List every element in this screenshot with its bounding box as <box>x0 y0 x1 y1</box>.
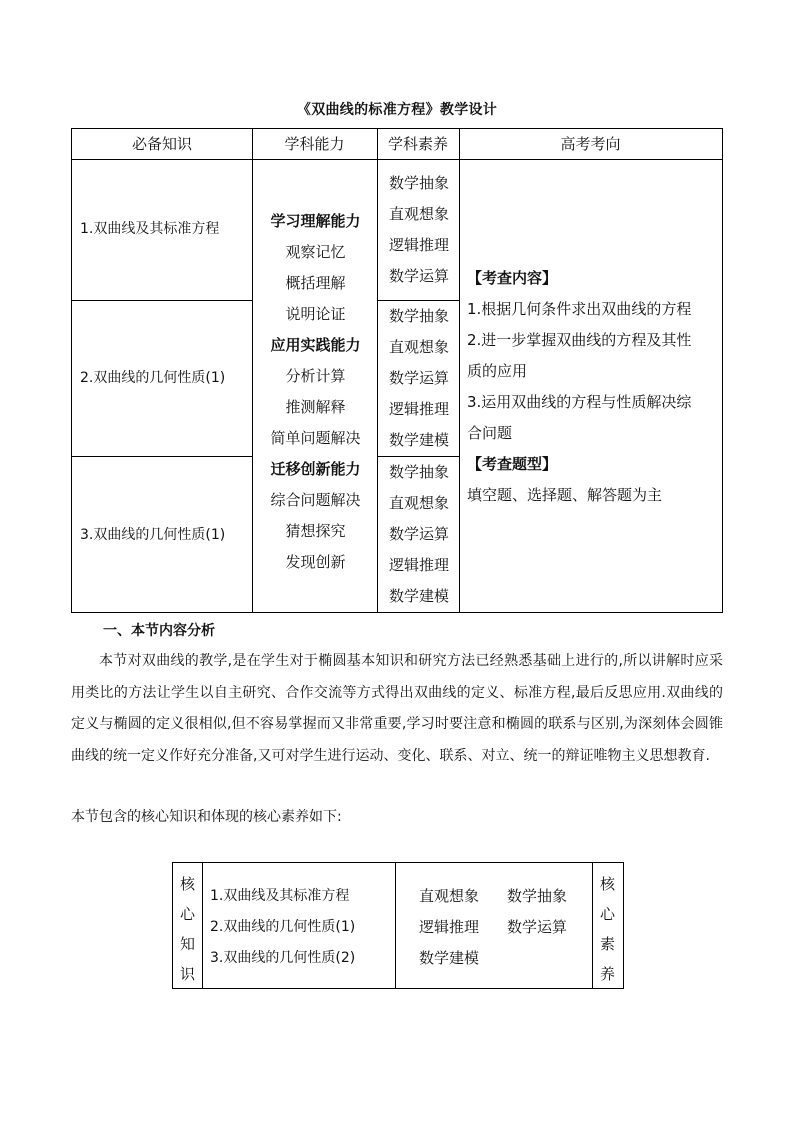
exam-direction <box>467 263 719 511</box>
exam-line: 合问题 <box>467 424 513 442</box>
exam-heading: 【考查内容】 <box>467 269 558 287</box>
literacy-group <box>378 168 460 292</box>
exam-line: 质的应用 <box>467 362 528 380</box>
core-literacy-item: 数学运算 <box>507 918 568 936</box>
literacy-item: 逻辑推理 <box>388 236 449 254</box>
ability-item: 分析计算 <box>285 367 346 385</box>
table-divider <box>72 300 252 301</box>
ability-item: 发现创新 <box>285 553 346 571</box>
section-title: 一、本节内容分析 <box>103 623 215 639</box>
ability-heading: 学习理解能力 <box>270 212 361 230</box>
ability-item: 猜想探究 <box>285 522 346 540</box>
exam-line: 3.运用双曲线的方程与性质解决综 <box>467 393 692 411</box>
header-exam: 高考考向 <box>560 135 621 153</box>
design-table <box>71 128 723 613</box>
knowledge-item: 1.双曲线及其标准方程 <box>80 221 220 237</box>
core-knowledge-label: 核 心 知 识 <box>179 875 195 983</box>
literacy-item: 直观想象 <box>388 494 449 512</box>
exam-heading: 【考查题型】 <box>467 455 558 473</box>
literacy-item: 数学抽象 <box>388 463 449 481</box>
literacy-item: 数学建模 <box>388 587 449 605</box>
header-knowledge: 必备知识 <box>131 135 192 153</box>
ability-heading: 应用实践能力 <box>270 336 361 354</box>
ability-item: 推测解释 <box>285 398 346 416</box>
exam-line: 填空题、选择题、解答题为主 <box>467 486 663 504</box>
knowledge-item: 3.双曲线的几何性质(1) <box>80 527 226 543</box>
core-literacy-item: 逻辑推理 <box>419 918 480 936</box>
literacy-item: 逻辑推理 <box>388 400 449 418</box>
core-knowledge-item: 3.双曲线的几何性质(2) <box>210 950 356 966</box>
ability-item: 概括理解 <box>285 274 346 292</box>
core-literacy-list <box>419 881 595 974</box>
literacy-item: 数学运算 <box>388 369 449 387</box>
core-literacy-item: 直观想象 <box>419 887 480 905</box>
literacy-group <box>378 301 460 456</box>
core-literacy-label: 核 心 素 养 <box>599 875 615 983</box>
core-knowledge-list <box>210 881 355 974</box>
ability-item: 简单问题解决 <box>270 429 361 447</box>
literacy-group <box>378 457 460 612</box>
core-table <box>172 862 624 989</box>
ability-item: 观察记忆 <box>285 243 346 261</box>
lead-sentence: 本节包含的核心知识和体现的核心素养如下: <box>71 809 342 825</box>
header-ability: 学科能力 <box>284 135 345 153</box>
analysis-paragraph: 本节对双曲线的教学,是在学生对于椭圆基本知识和研究方法已经熟悉基础上进行的,所以讲解时应采用类比的方法让学生以自主研究、合作交流等方式得出双曲线的定义、标准方程,最后反思应用.双曲线的定义与椭圆的定义很相似,但不容易掌握而又非常重要,学习时要注意和椭圆的联系与区别,为深刻体会圆锥曲线的统一定义作好充分准备,又可对学生进行运动、变化、联系、对立、统一的辩证唯物主义思想教育. <box>71 653 723 764</box>
document-title: 《双曲线的标准方程》教学设计 <box>296 102 498 118</box>
core-knowledge-item: 1.双曲线及其标准方程 <box>210 888 350 904</box>
table-divider <box>395 863 396 988</box>
literacy-item: 直观想象 <box>388 338 449 356</box>
ability-item: 综合问题解决 <box>270 491 361 509</box>
literacy-item: 逻辑推理 <box>388 556 449 574</box>
literacy-item: 数学建模 <box>388 431 449 449</box>
core-knowledge-item: 2.双曲线的几何性质(1) <box>210 919 356 935</box>
literacy-item: 直观想象 <box>388 205 449 223</box>
literacy-item: 数学运算 <box>388 267 449 285</box>
literacy-item: 数学抽象 <box>388 307 449 325</box>
core-literacy-item: 数学抽象 <box>507 887 568 905</box>
ability-list <box>253 206 378 578</box>
literacy-item: 数学抽象 <box>388 174 449 192</box>
table-divider <box>72 159 722 160</box>
ability-heading: 迁移创新能力 <box>270 460 361 478</box>
table-divider <box>202 863 203 988</box>
header-literacy: 学科素养 <box>387 135 448 153</box>
table-divider <box>72 456 252 457</box>
core-literacy-item: 数学建模 <box>419 949 480 967</box>
literacy-item: 数学运算 <box>388 525 449 543</box>
exam-line: 1.根据几何条件求出双曲线的方程 <box>467 300 692 318</box>
knowledge-item: 2.双曲线的几何性质(1) <box>80 370 226 386</box>
ability-item: 说明论证 <box>285 305 346 323</box>
exam-line: 2.进一步掌握双曲线的方程及其性 <box>467 331 692 349</box>
